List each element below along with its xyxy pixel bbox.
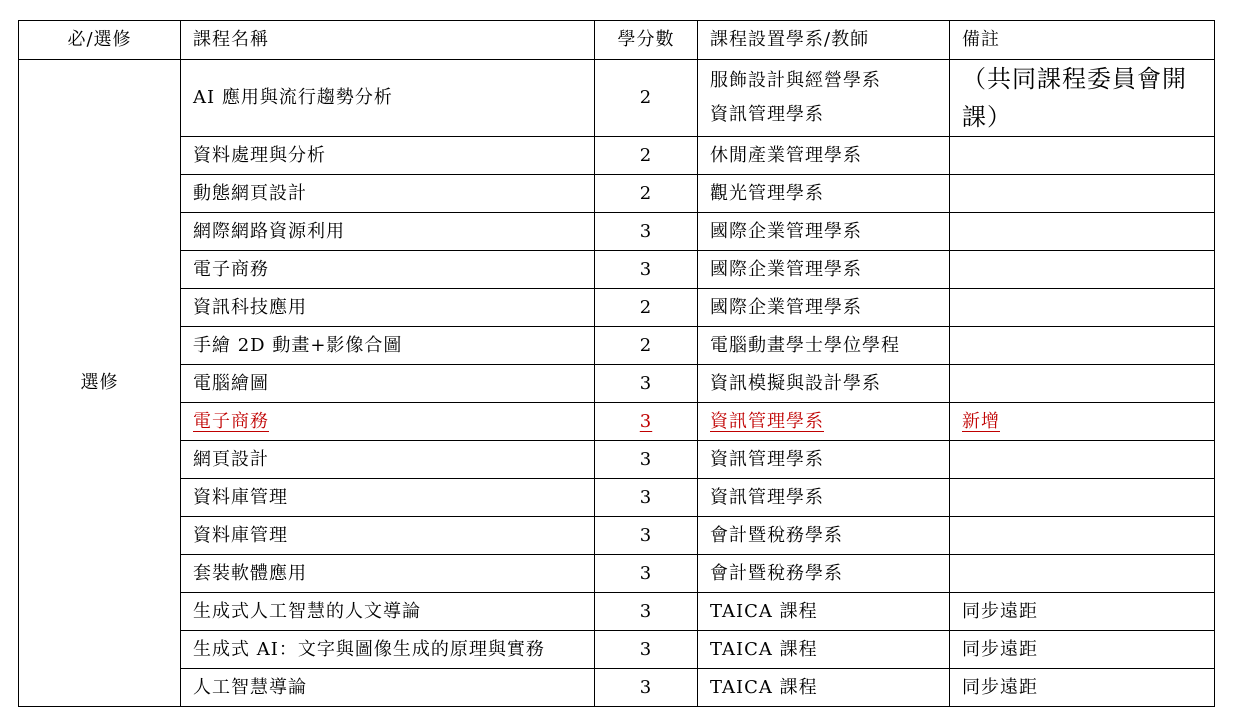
note-cell xyxy=(950,137,1215,175)
elective-label: 選修 xyxy=(19,60,181,707)
department-cell: TAICA 課程 xyxy=(698,631,950,669)
credits-cell: 3 xyxy=(595,441,698,479)
new-badge: 新增 xyxy=(962,410,1000,432)
credits-cell: 2 xyxy=(595,175,698,213)
course-name-cell: 網際網路資源利用 xyxy=(181,213,595,251)
table-row xyxy=(19,289,1215,327)
table-row xyxy=(19,631,1215,669)
course-name-cell xyxy=(181,403,595,441)
course-name-cell: 資料庫管理 xyxy=(181,517,595,555)
department-cell: 會計暨稅務學系 xyxy=(698,555,950,593)
table-row-new xyxy=(19,403,1215,441)
department-cell: 國際企業管理學系 xyxy=(698,289,950,327)
note-cell xyxy=(950,365,1215,403)
course-name-cell: 手繪 2D 動畫+影像合圖 xyxy=(181,327,595,365)
department-line: 資訊管理學系 xyxy=(710,104,824,125)
table-row xyxy=(19,327,1215,365)
department-cell: TAICA 課程 xyxy=(698,593,950,631)
table-row xyxy=(19,213,1215,251)
department-cell: 資訊管理學系 xyxy=(698,441,950,479)
department-cell: 國際企業管理學系 xyxy=(698,251,950,289)
note-cell xyxy=(950,327,1215,365)
note-text: （共同課程委員會開課） xyxy=(962,65,1187,131)
highlighted-credits: 3 xyxy=(639,410,653,432)
note-cell xyxy=(950,403,1215,441)
department-cell xyxy=(698,403,950,441)
table-row xyxy=(19,365,1215,403)
table-row xyxy=(19,555,1215,593)
department-cell: 電腦動畫學士學位學程 xyxy=(698,327,950,365)
course-name-cell: 電子商務 xyxy=(181,251,595,289)
table-row xyxy=(19,669,1215,707)
course-name-cell: 人工智慧導論 xyxy=(181,669,595,707)
credits-cell: 3 xyxy=(595,555,698,593)
credits-cell: 3 xyxy=(595,669,698,707)
course-name-cell: 資訊科技應用 xyxy=(181,289,595,327)
department-cell xyxy=(698,60,950,137)
course-table xyxy=(18,20,1215,707)
table-row xyxy=(19,517,1215,555)
department-cell: 觀光管理學系 xyxy=(698,175,950,213)
credits-cell: 3 xyxy=(595,213,698,251)
note-cell xyxy=(950,517,1215,555)
course-name-cell: 生成式人工智慧的人文導論 xyxy=(181,593,595,631)
table-row xyxy=(19,175,1215,213)
course-name-cell: 資料庫管理 xyxy=(181,479,595,517)
course-name-cell: 資料處理與分析 xyxy=(181,137,595,175)
header-course-name: 課程名稱 xyxy=(181,21,595,60)
course-name-cell: AI 應用與流行趨勢分析 xyxy=(181,60,595,137)
table-row xyxy=(19,137,1215,175)
course-name-cell: 生成式 AI：文字與圖像生成的原理與實務 xyxy=(181,631,595,669)
note-cell xyxy=(950,213,1215,251)
credits-cell xyxy=(595,403,698,441)
note-cell xyxy=(950,60,1215,137)
table-row xyxy=(19,251,1215,289)
note-cell: 同步遠距 xyxy=(950,669,1215,707)
note-cell xyxy=(950,555,1215,593)
header-department: 課程設置學系/教師 xyxy=(698,21,950,60)
credits-cell: 3 xyxy=(595,631,698,669)
table-row xyxy=(19,441,1215,479)
department-line: 服飾設計與經營學系 xyxy=(710,70,881,91)
credits-cell: 3 xyxy=(595,593,698,631)
credits-cell: 2 xyxy=(595,60,698,137)
header-type: 必/選修 xyxy=(19,21,181,60)
note-cell: 同步遠距 xyxy=(950,631,1215,669)
table-row xyxy=(19,593,1215,631)
department-cell: 國際企業管理學系 xyxy=(698,213,950,251)
department-cell: TAICA 課程 xyxy=(698,669,950,707)
credits-cell: 3 xyxy=(595,517,698,555)
table-row xyxy=(19,60,1215,137)
department-cell: 資訊模擬與設計學系 xyxy=(698,365,950,403)
table-row xyxy=(19,479,1215,517)
credits-cell: 3 xyxy=(595,479,698,517)
header-notes: 備註 xyxy=(950,21,1215,60)
credits-cell: 3 xyxy=(595,251,698,289)
department-cell: 會計暨稅務學系 xyxy=(698,517,950,555)
note-cell: 同步遠距 xyxy=(950,593,1215,631)
header-credits: 學分數 xyxy=(595,21,698,60)
credits-cell: 3 xyxy=(595,365,698,403)
department-cell: 資訊管理學系 xyxy=(698,479,950,517)
note-cell xyxy=(950,441,1215,479)
credits-cell: 2 xyxy=(595,327,698,365)
note-cell xyxy=(950,479,1215,517)
course-name-cell: 電腦繪圖 xyxy=(181,365,595,403)
credits-cell: 2 xyxy=(595,289,698,327)
note-cell xyxy=(950,289,1215,327)
course-name-cell: 動態網頁設計 xyxy=(181,175,595,213)
department-cell: 休閒產業管理學系 xyxy=(698,137,950,175)
highlighted-department: 資訊管理學系 xyxy=(710,410,824,432)
credits-cell: 2 xyxy=(595,137,698,175)
note-cell xyxy=(950,251,1215,289)
note-cell xyxy=(950,175,1215,213)
course-name-cell: 套裝軟體應用 xyxy=(181,555,595,593)
course-name-cell: 網頁設計 xyxy=(181,441,595,479)
highlighted-course-name: 電子商務 xyxy=(193,410,269,432)
header-row xyxy=(19,21,1215,60)
